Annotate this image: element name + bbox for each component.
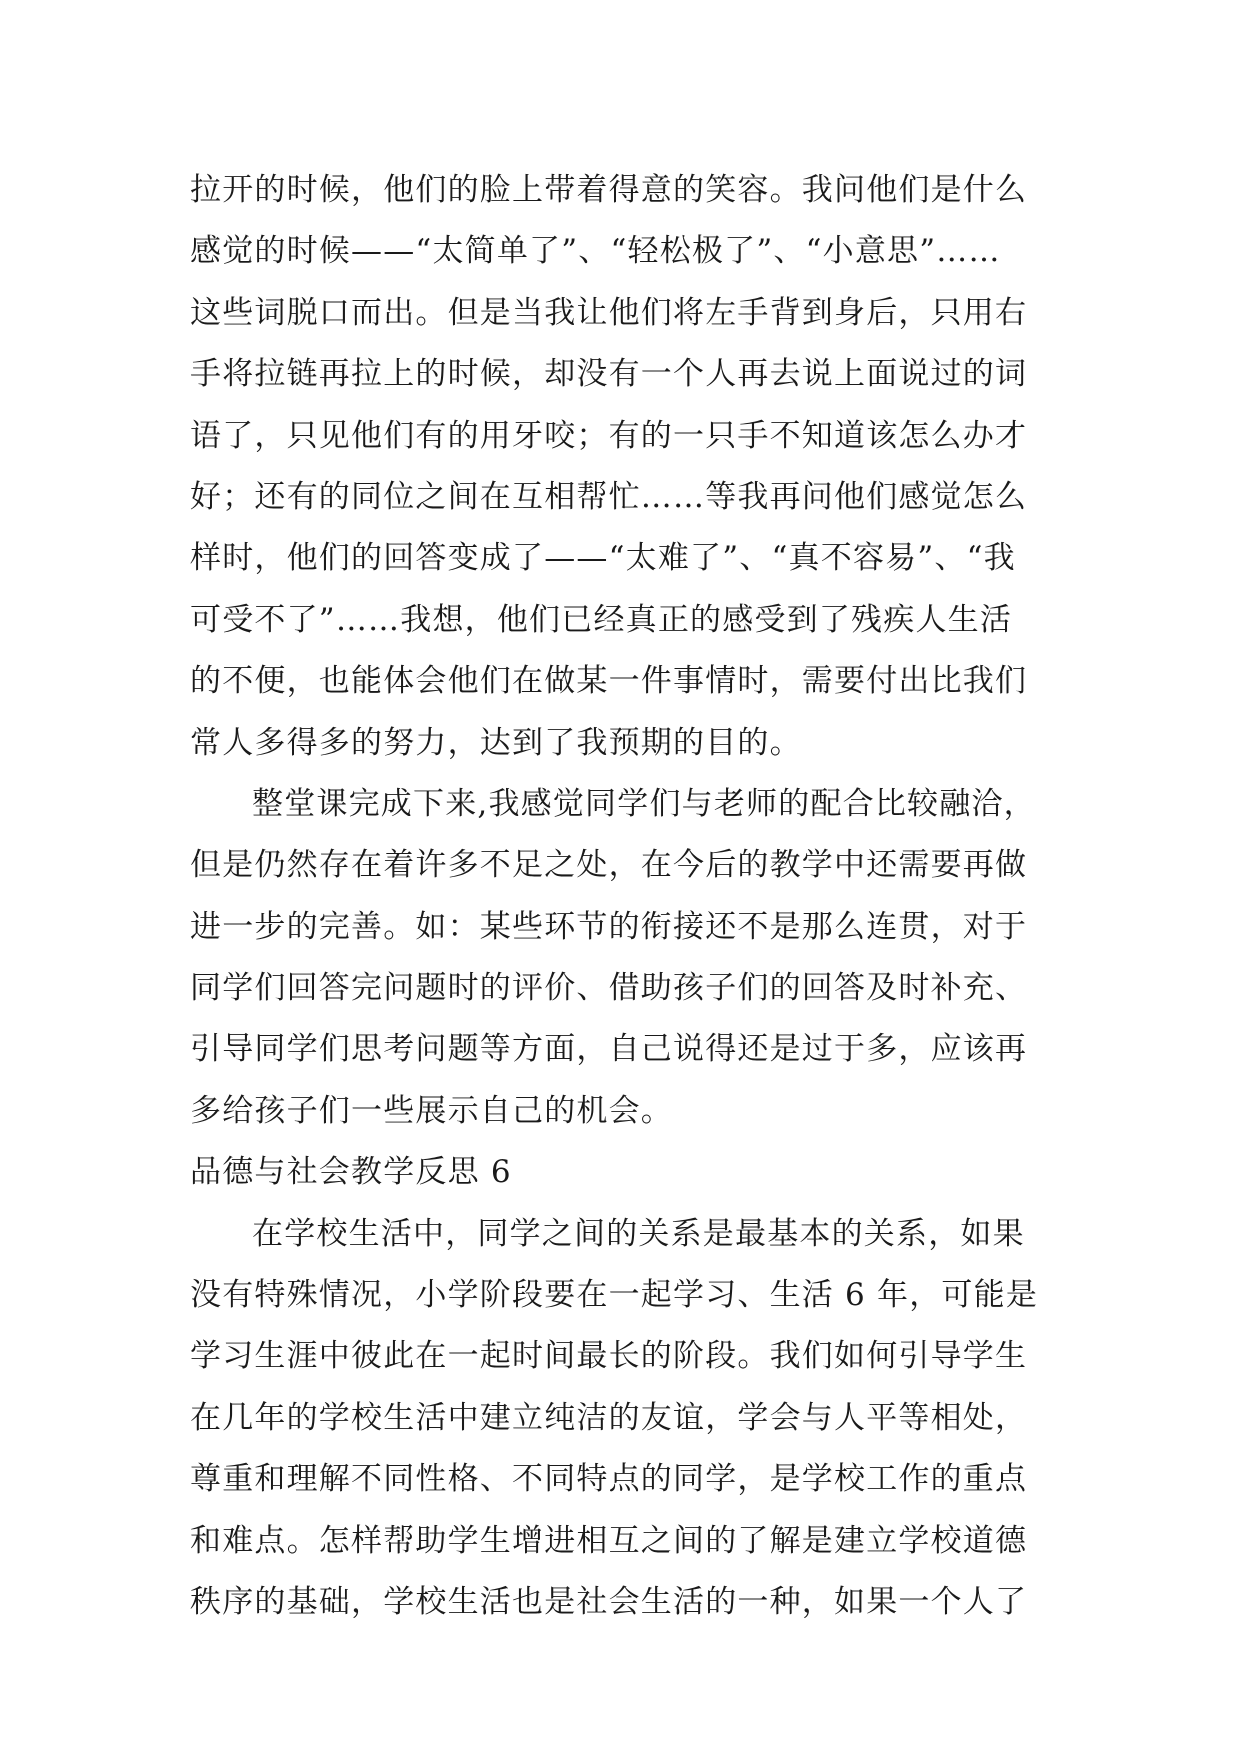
text-line: 这些词脱口而出。但是当我让他们将左手背到身后，只用右 [190, 294, 1028, 331]
section-heading: 品德与社会教学反思 6 [190, 1154, 512, 1191]
text-line: 拉开的时候，他们的脸上带着得意的笑容。我问他们是什么 [190, 172, 1028, 208]
text-line: 好；还有的同位之间在互相帮忙……等我再问他们感觉怎么 [190, 478, 1028, 515]
text-line: 样时，他们的回答变成了——“太难了”、“真不容易”、“我 [190, 540, 1016, 577]
text-line: 常人多得多的努力，达到了我预期的目的。 [190, 724, 802, 761]
paragraph-3 [190, 1204, 1050, 1634]
text-line: 引导同学们思考问题等方面，自己说得还是过于多，应该再 [190, 1031, 1028, 1068]
text-line: 多给孩子们一些展示自己的机会。 [190, 1092, 673, 1129]
paragraph-2 [190, 774, 1050, 1142]
text-line: 但是仍然存在着许多不足之处，在今后的教学中还需要再做 [190, 847, 1028, 884]
text-line: 没有特殊情况，小学阶段要在一起学习、生活 6 年，可能是 [190, 1277, 1039, 1314]
text-line: 整堂课完成下来,我感觉同学们与老师的配合比较融洽， [252, 785, 1036, 822]
document-body [190, 160, 1050, 1633]
text-line: 在学校生活中，同学之间的关系是最基本的关系，如果 [252, 1215, 1025, 1252]
text-line: 语了，只见他们有的用牙咬；有的一只手不知道该怎么办才 [190, 417, 1028, 454]
text-line: 感觉的时候——“太简单了”、“轻松极了”、“小意思”…… [190, 233, 1001, 270]
text-line: 学习生涯中彼此在一起时间最长的阶段。我们如何引导学生 [190, 1338, 1028, 1375]
text-line: 手将拉链再拉上的时候，却没有一个人再去说上面说过的词 [190, 356, 1028, 393]
text-line: 的不便，也能体会他们在做某一件事情时，需要付出比我们 [190, 663, 1028, 700]
text-line: 进一步的完善。如：某些环节的衔接还不是那么连贯，对于 [190, 908, 1028, 945]
paragraph-1 [190, 160, 1050, 774]
text-line: 尊重和理解不同性格、不同特点的同学，是学校工作的重点 [190, 1461, 1028, 1498]
text-line: 同学们回答完问题时的评价、借助孩子们的回答及时补充、 [190, 970, 1028, 1007]
text-line: 在几年的学校生活中建立纯洁的友谊，学会与人平等相处， [190, 1399, 1028, 1436]
text-line: 秩序的基础，学校生活也是社会生活的一种，如果一个人了 [190, 1583, 1028, 1620]
text-line: 和难点。怎样帮助学生增进相互之间的了解是建立学校道德 [190, 1522, 1028, 1559]
text-line: 可受不了”……我想，他们已经真正的感受到了残疾人生活 [190, 601, 1013, 638]
